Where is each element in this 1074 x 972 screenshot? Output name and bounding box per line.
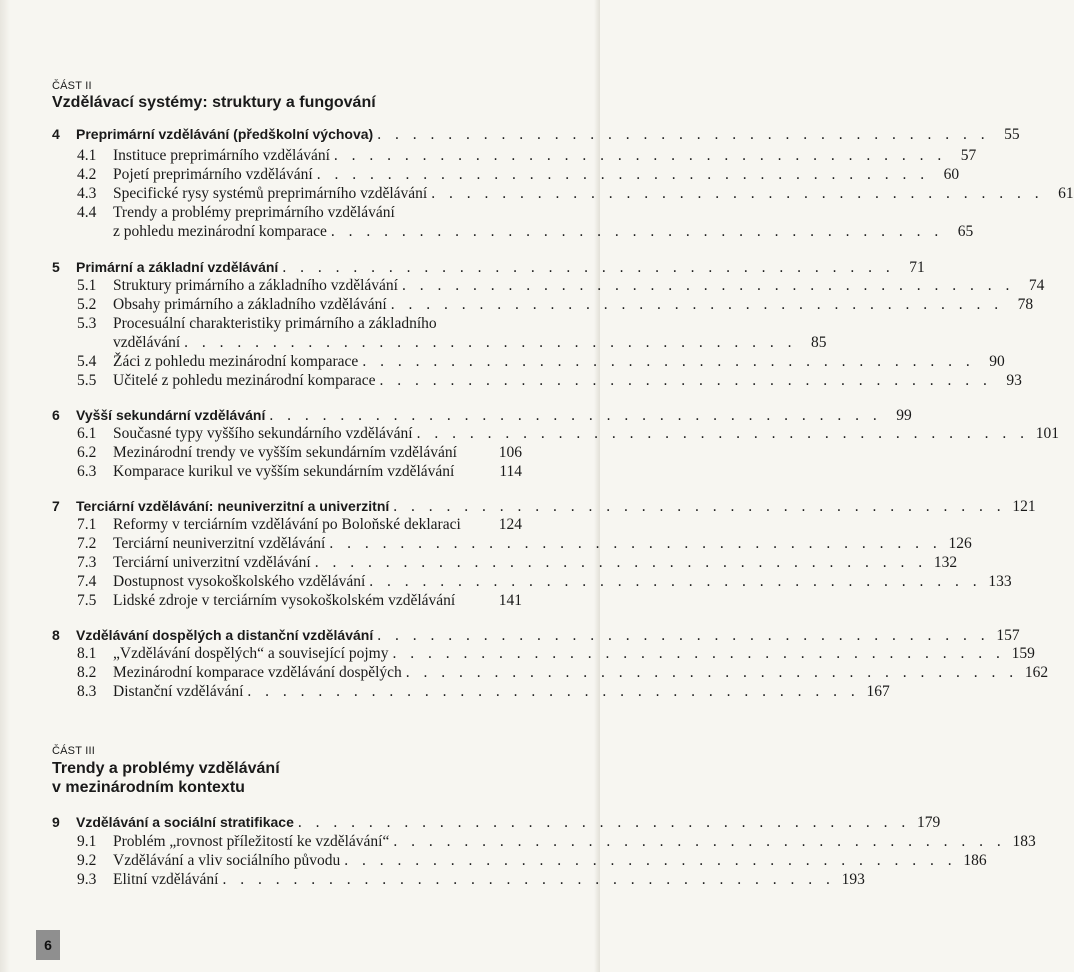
section-title: Struktury primárního a základního vzdělávání xyxy=(113,277,398,294)
section-number: 5.3 xyxy=(77,315,97,332)
toc-chapter-row[interactable] xyxy=(52,625,1020,645)
section-title: Učitelé z pohledu mezinárodní komparace xyxy=(113,372,376,389)
section-number: 7.5 xyxy=(77,592,97,609)
page-reference: 101 xyxy=(1035,425,1059,442)
part-label: ČÁST III xyxy=(52,745,95,757)
page-reference: 193 xyxy=(841,871,865,888)
section-title: Instituce preprimárního vzdělávání xyxy=(113,147,330,164)
section-title: Reformy v terciárním vzdělávání po Boloňské deklaraci xyxy=(113,516,461,533)
page-reference: 162 xyxy=(1024,664,1049,681)
toc-section-row[interactable] xyxy=(77,832,1036,852)
toc-section-row[interactable] xyxy=(77,870,865,890)
section-title: „Vzdělávání dospělých“ a související pojmy xyxy=(113,645,389,662)
leader-dots: . . . . . . . . . . . . . . . . . . . . . . . . . . . . . . . . . . . xyxy=(416,425,1029,442)
page-reference: 179 xyxy=(917,814,941,831)
page-reference: 74 xyxy=(1028,277,1045,294)
leader-dots: . . . . . . . . . . . . . . . . . . . . . . . . . . . . . . . . . . . xyxy=(269,407,882,424)
leader-dots: . . . . . . . . . . . . . . . . . . . . . . . . . . . . . . . . . . . xyxy=(184,334,797,351)
section-number: 7.4 xyxy=(77,573,97,590)
section-title: Problém „rovnost příležitostí ke vzdělávání“ xyxy=(113,833,390,850)
leader-dots: . . . . . . . . . . . . . . . . . . . . . . . . . . . . . . . . . . . xyxy=(393,498,1006,515)
page-reference: 93 xyxy=(1006,372,1022,389)
page-reference: 121 xyxy=(1012,498,1036,515)
section-title: Trendy a problémy preprimárního vzdělávání xyxy=(113,204,395,221)
chapter-number: 6 xyxy=(52,407,60,423)
toc-section-row[interactable] xyxy=(77,424,1059,444)
leader-dots: . . . . . . . . . . . . . . . . . . . . . . . . . . . . . . . . . . . xyxy=(377,126,990,143)
leader-dots: . . . . . . . . . . . . . . . . . . . . . . . . . . . . . . . . . . . xyxy=(390,296,1004,313)
toc-section-row[interactable] xyxy=(77,591,522,611)
page-reference: 65 xyxy=(957,223,974,240)
section-title: Dostupnost vysokoškolského vzdělávání xyxy=(113,573,366,590)
section-title: Žáci z pohledu mezinárodní komparace xyxy=(113,353,359,370)
chapter-number: 8 xyxy=(52,627,60,643)
page-reference: 85 xyxy=(811,334,827,351)
leader-dots: . . . . . . . . . . . . . . . . . . . . . . . . . . . . . . . . . . . xyxy=(379,372,992,389)
section-title: Pojetí preprimárního vzdělávání xyxy=(113,166,313,183)
page-reference: 60 xyxy=(943,166,960,183)
page-reference: 124 xyxy=(498,516,522,533)
section-number: 9.2 xyxy=(77,852,97,869)
page-reference: 186 xyxy=(963,852,987,869)
section-number: 7.1 xyxy=(77,516,97,533)
page-edge-left xyxy=(0,0,10,972)
page-reference: 132 xyxy=(933,554,958,571)
section-number: 7.2 xyxy=(77,535,97,552)
leader-dots: . . . . . . . . . . . . . . . . . . . . . . . . . . . . . . . . . . . xyxy=(314,554,928,571)
toc-chapter-row[interactable] xyxy=(52,124,1020,144)
chapter-title: Preprimární vzdělávání (předškolní výchova) xyxy=(76,126,374,142)
leader-dots: . . . . . . . . . . . . . . . . . . . . . . . . . . . . . . . . . . . xyxy=(329,535,942,552)
leader-dots: . . . . . . . . . . . . . . . . . . . . . . . . . . . . . . . . . . . xyxy=(392,645,1005,662)
section-number: 6.1 xyxy=(77,425,97,442)
page-reference: 183 xyxy=(1012,833,1036,850)
page-reference: 159 xyxy=(1011,645,1035,662)
section-title: Současné typy vyššího sekundárního vzdělávání xyxy=(113,425,413,442)
chapter-number: 4 xyxy=(52,126,60,142)
page-reference: 57 xyxy=(960,147,977,164)
section-number-wrap xyxy=(77,203,113,223)
section-title: Elitní vzdělávání xyxy=(113,871,219,888)
leader-dots: . . . . . . . . . . . . . . . . . . . . . . . . . . . . . . . . . . . xyxy=(377,627,990,644)
toc-section-row[interactable] xyxy=(77,553,958,573)
section-number: 4.4 xyxy=(77,204,97,221)
section-title: Komparace kurikul ve vyšším sekundárním vzdělávání xyxy=(113,463,455,480)
page-reference: 90 xyxy=(989,353,1005,370)
toc-chapter-row[interactable] xyxy=(52,257,925,277)
section-number: 5.4 xyxy=(77,353,97,370)
toc-section-row[interactable] xyxy=(77,184,1074,204)
leader-dots: . . . . . . . . . . . . . . . . . . . . . . . . . . . . . . . . . . . xyxy=(297,814,911,831)
section-number: 8.2 xyxy=(77,664,97,681)
leader-dots: . . . . . . . . . . . . . . . . . . . . . . . . . . . . . . . . . . . xyxy=(333,147,947,164)
page-reference: 78 xyxy=(1017,296,1034,313)
section-number: 5.5 xyxy=(77,372,97,389)
page-number-tab: 6 xyxy=(36,930,60,960)
toc-section-row[interactable] xyxy=(77,851,987,871)
page-reference: 126 xyxy=(948,535,972,552)
leader-dots: . . . . . . . . . . . . . . . . . . . . . . . . . . . . . . . . . . . xyxy=(431,185,1044,202)
toc-section-row[interactable] xyxy=(77,276,1045,296)
section-title: Lidské zdroje v terciárním vysokoškolském vzdělávání xyxy=(113,592,456,609)
section-title: Terciární neuniverzitní vzdělávání xyxy=(113,535,326,552)
toc-section-row[interactable] xyxy=(77,534,972,554)
toc-section-row[interactable] xyxy=(77,644,1035,664)
section-title: Specifické rysy systémů preprimárního vzdělávání xyxy=(113,185,428,202)
page-reference: 71 xyxy=(909,259,925,276)
section-title-continued: vzdělávání xyxy=(113,334,181,351)
section-number: 4.1 xyxy=(77,147,97,164)
page-reference: 99 xyxy=(896,407,912,424)
toc-section-row[interactable] xyxy=(77,572,1012,592)
page-reference: 157 xyxy=(996,627,1020,644)
leader-dots: . . . . . . . . . . . . . . . . . . . . . . . . . . . . . . . . . . . xyxy=(393,833,1006,850)
chapter-title: Vyšší sekundární vzdělávání xyxy=(76,407,266,423)
leader-dots: . . . . . . . . . . . . . . . . . . . . . . . . . . . . . . . . . . . xyxy=(282,259,895,276)
toc-section-row[interactable] xyxy=(77,371,1022,391)
section-number: 6.3 xyxy=(77,463,97,480)
toc-section-row[interactable] xyxy=(77,443,522,463)
page-reference: 141 xyxy=(498,592,522,609)
leader-dots: . . . . . . . . . . . . . . . . . . . . . . . . . . . . . . . . . . . xyxy=(222,871,835,888)
chapter-number: 9 xyxy=(52,814,60,830)
section-number-wrap xyxy=(77,314,113,334)
section-title: Distanční vzdělávání xyxy=(113,683,244,700)
toc-chapter-row[interactable] xyxy=(52,812,941,832)
toc-chapter-row[interactable] xyxy=(52,405,912,425)
section-title: Obsahy primárního a základního vzdělávání xyxy=(113,296,387,313)
leader-dots: . . . . . . . . . . . . . . . . . . . . . . . . . . . . . . . . . . . xyxy=(405,664,1019,681)
section-number: 9.3 xyxy=(77,871,97,888)
part-title: Vzdělávací systémy: struktury a fungování xyxy=(52,94,376,111)
chapter-number: 7 xyxy=(52,498,60,514)
section-number: 5.1 xyxy=(77,277,97,294)
part-title-line: Trendy a problémy vzdělávání xyxy=(52,760,280,777)
toc-section-row[interactable] xyxy=(77,295,1034,315)
chapter-title: Terciární vzdělávání: neuniverzitní a univerzitní xyxy=(76,498,390,514)
leader-dots: . . . . . . . . . . . . . . . . . . . . . . . . . . . . . . . . . . . xyxy=(330,223,944,240)
section-title: Mezinárodní trendy ve vyšším sekundárním vzdělávání xyxy=(113,444,457,461)
section-number: 9.1 xyxy=(77,833,97,850)
section-number: 8.1 xyxy=(77,645,97,662)
page-reference: 55 xyxy=(1004,126,1020,143)
page-reference: 61 xyxy=(1058,185,1074,202)
section-number: 5.2 xyxy=(77,296,97,313)
leader-dots: . . . . . . . . . . . . . . . . . . . . . . . . . . . . . . . . . . . xyxy=(316,166,930,183)
page-reference: 167 xyxy=(866,683,890,700)
part-label: ČÁST II xyxy=(52,80,92,92)
section-title: Terciární univerzitní vzdělávání xyxy=(113,554,311,571)
section-number: 6.2 xyxy=(77,444,97,461)
toc-chapter-row[interactable] xyxy=(52,496,1036,516)
section-title: Procesuální charakteristiky primárního a základního xyxy=(113,315,437,332)
toc-section-row[interactable] xyxy=(77,352,1005,372)
section-title-continued: z pohledu mezinárodní komparace xyxy=(113,223,327,240)
chapter-title: Vzdělávání a sociální stratifikace xyxy=(76,814,294,830)
section-title: Vzdělávání a vliv sociálního původu xyxy=(113,852,341,869)
part-title-line: v mezinárodním kontextu xyxy=(52,779,245,796)
section-number: 4.3 xyxy=(77,185,97,202)
toc-section-row[interactable] xyxy=(77,682,890,702)
leader-dots: . . . . . . . . . . . . . . . . . . . . . . . . . . . . . . . . . . . xyxy=(401,277,1015,294)
toc-section-row[interactable] xyxy=(77,663,1049,683)
section-number: 8.3 xyxy=(77,683,97,700)
section-title: Mezinárodní komparace vzdělávání dospělých xyxy=(113,664,402,681)
section-number: 4.2 xyxy=(77,166,97,183)
page-reference: 106 xyxy=(498,444,522,461)
toc-section-row[interactable] xyxy=(77,462,522,482)
toc-section-row[interactable] xyxy=(77,515,522,535)
leader-dots: . . . . . . . . . . . . . . . . . . . . . . . . . . . . . . . . . . . xyxy=(362,353,975,370)
toc-section-row[interactable] xyxy=(77,165,960,185)
leader-dots: . . . . . . . . . . . . . . . . . . . . . . . . . . . . . . . . . . . xyxy=(344,852,957,869)
toc-section-row[interactable] xyxy=(113,333,827,353)
chapter-title: Vzdělávání dospělých a distanční vzdělávání xyxy=(76,627,374,643)
section-number: 7.3 xyxy=(77,554,97,571)
leader-dots: . . . . . . . . . . . . . . . . . . . . . . . . . . . . . . . . . . . xyxy=(247,683,860,700)
page-reference: 114 xyxy=(499,463,522,480)
chapter-number: 5 xyxy=(52,259,60,275)
page-reference: 133 xyxy=(988,573,1012,590)
toc-section-row[interactable] xyxy=(113,222,974,242)
leader-dots: . . . . . . . . . . . . . . . . . . . . . . . . . . . . . . . . . . . xyxy=(369,573,982,590)
chapter-title: Primární a základní vzdělávání xyxy=(76,259,279,275)
toc-section-row[interactable] xyxy=(77,146,977,166)
